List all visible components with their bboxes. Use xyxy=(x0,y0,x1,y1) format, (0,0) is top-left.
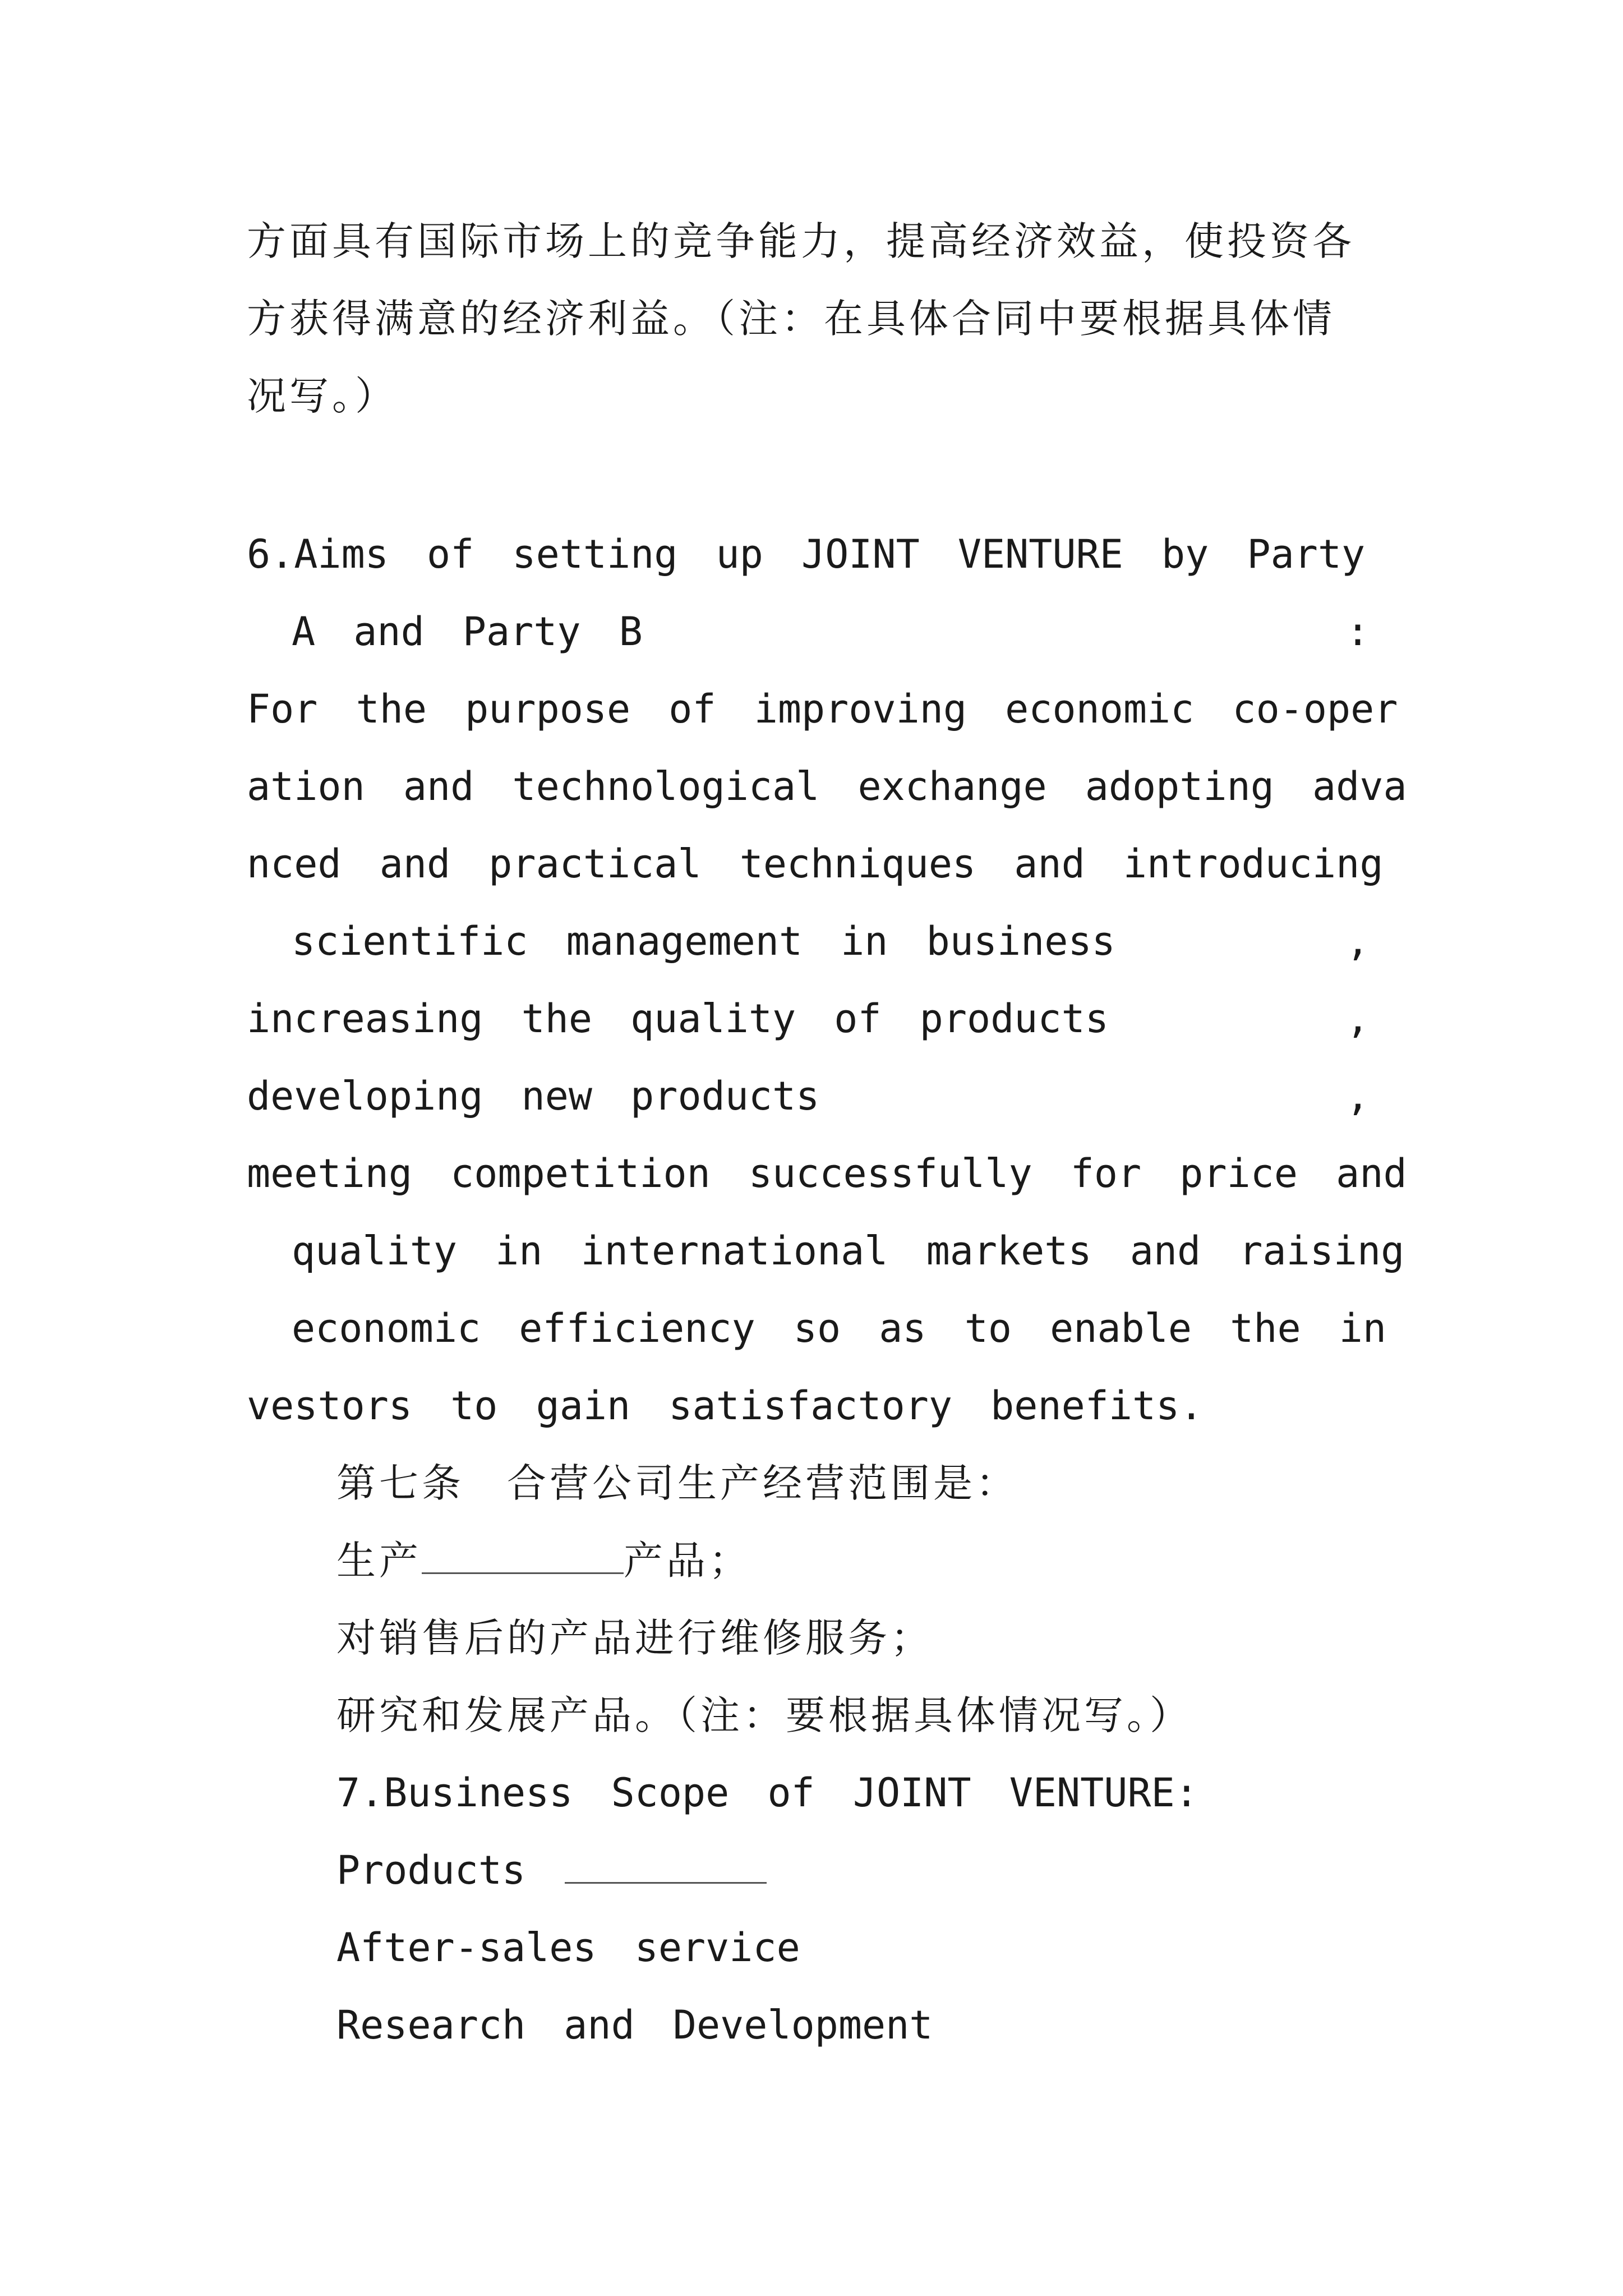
clause-6-line: For the purpose of improving economic co-oper xyxy=(247,686,1398,732)
article-7-en-title: 7.Business Scope of JOINT VENTURE: xyxy=(336,1770,1198,1816)
clause-6-line: nced and practical techniques and introducing xyxy=(247,841,1384,887)
item-suffix: 产品； xyxy=(624,1538,751,1584)
clause-6-line: scientific management in business xyxy=(292,918,1115,964)
paragraph-cn-line: 方获得满意的经济利益。（注：在具体合同中要根据具体情 xyxy=(247,296,1335,342)
item-prefix: 生产 xyxy=(336,1538,422,1584)
article-7-en-item-research: Research and Development xyxy=(336,2002,933,2048)
clause-6-colon: : xyxy=(1346,609,1370,655)
fill-in-blank xyxy=(422,1535,624,1574)
clause-6-comma: , xyxy=(1346,996,1370,1042)
clause-6-line: quality in international markets and raising xyxy=(292,1228,1405,1274)
paragraph-cn-line: 况写。） xyxy=(247,373,398,419)
clause-6-line: meeting competition successfully for price and xyxy=(247,1151,1407,1197)
clause-6-line: ation and technological exchange adopting adva xyxy=(247,763,1407,809)
article-7-cn-title: 第七条 合营公司生产经营范围是： xyxy=(336,1460,1018,1506)
item-label: Products xyxy=(336,1847,526,1893)
article-7-cn-item-research: 研究和发展产品。（注：要根据具体情况写。） xyxy=(336,1692,1192,1738)
article-7-cn-item-service: 对销售后的产品进行维修服务； xyxy=(336,1615,933,1661)
clause-6-line: A and Party B xyxy=(292,609,643,655)
article-7-en-item-products xyxy=(336,1843,1391,1897)
clause-6-heading: 6.Aims of setting up JOINT VENTURE by Party xyxy=(247,531,1366,577)
clause-6-comma: , xyxy=(1346,918,1370,964)
clause-6-line: increasing the quality of products xyxy=(247,996,1109,1042)
fill-in-blank xyxy=(565,1845,767,1884)
clause-6-line: economic efficiency so as to enable the in xyxy=(292,1305,1387,1351)
clause-6-line: developing new products xyxy=(247,1073,820,1119)
paragraph-cn-line: 方面具有国际市场上的竞争能力，提高经济效益，使投资各 xyxy=(247,218,1355,264)
clause-6-line: vestors to gain satisfactory benefits. xyxy=(247,1383,1204,1429)
article-7-en-item-service: After-sales service xyxy=(336,1925,800,1971)
article-7-cn-item-products xyxy=(336,1534,1391,1588)
clause-6-comma: , xyxy=(1346,1073,1370,1119)
